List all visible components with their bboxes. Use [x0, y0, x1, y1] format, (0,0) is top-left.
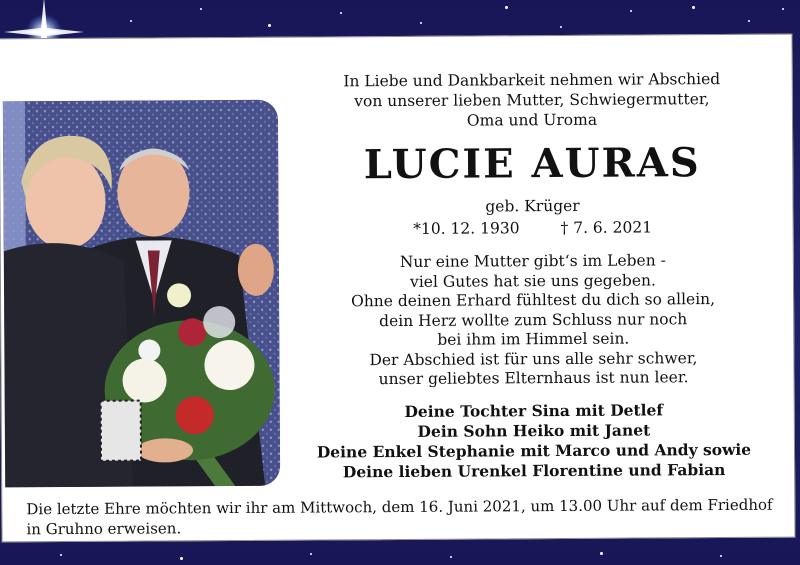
life-dates [303, 217, 763, 240]
poem-line: dein Herz wollte zum Schluss nur noch [379, 309, 688, 330]
deceased-name: LUCIE AURAS [363, 139, 701, 189]
mourner-line: Deine Enkel Stephanie mit Marco und Andy sowie [316, 439, 752, 461]
obituary-card [0, 34, 796, 543]
memorial-poem [303, 251, 764, 390]
funeral-notice: Die letzte Ehre möchten wir ihr am Mittwoch, dem 16. Juni 2021, um 13.00 Uhr auf dem Friedhof in Gruhno erweisen. [26, 495, 773, 539]
mourner-line: Dein Sohn Heiko mit Janet [417, 419, 651, 441]
birth-date: *10. 12. 1930 [413, 219, 520, 238]
intro-line: von unserer lieben Mutter, Schwiegermutter, [354, 90, 710, 111]
birth-name: geb. Krüger [485, 196, 580, 216]
couple-photo [3, 100, 280, 488]
poem-line: Nur eine Mutter gibt‘s im Leben - [399, 251, 666, 271]
intro-text [302, 69, 762, 132]
poem-line: bei ihm im Himmel sein. [437, 329, 630, 349]
poem-line: Der Abschied ist für uns alle sehr schwer, [369, 348, 698, 369]
poem-line: unser geliebtes Elternhaus ist nun leer. [378, 368, 689, 389]
poem-line: Ohne deinen Erhard fühltest du dich so allein, [351, 290, 716, 311]
death-date: † 7. 6. 2021 [560, 218, 653, 237]
intro-line: Oma und Uroma [466, 110, 598, 130]
mourner-line: Deine lieben Urenkel Florentine und Fabian [342, 459, 726, 481]
obituary-text [302, 69, 764, 482]
mourner-line: Deine Tochter Sina mit Detlef [404, 399, 664, 421]
mourners-list [304, 399, 764, 482]
poem-line: viel Gutes hat sie uns gegeben. [409, 270, 656, 291]
intro-line: In Liebe und Dankbarkeit nehmen wir Abschied [343, 70, 721, 91]
